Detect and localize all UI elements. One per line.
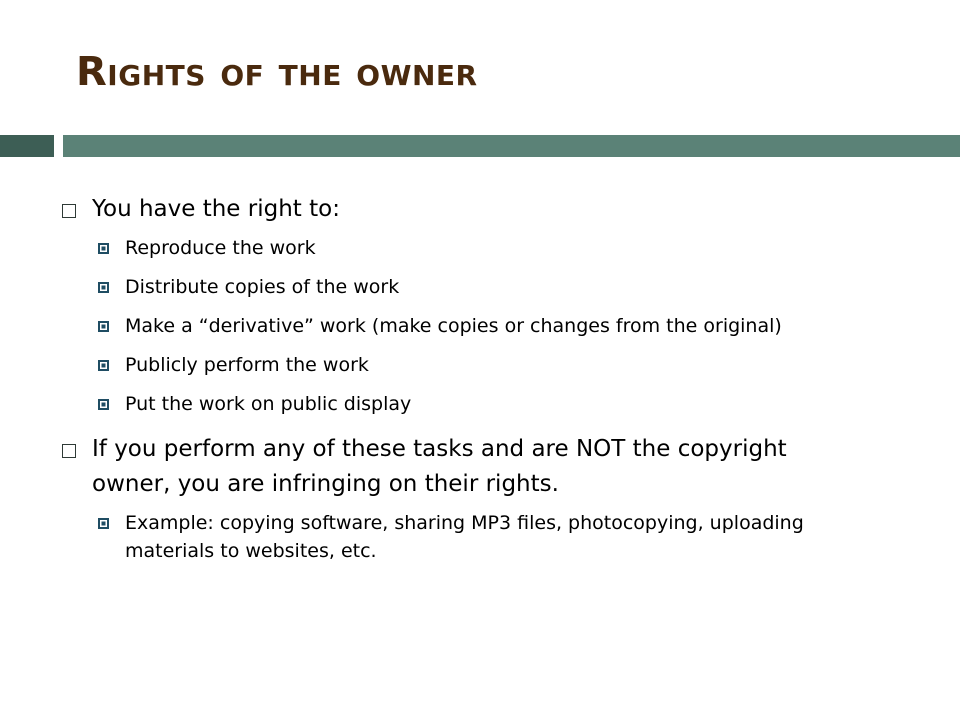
bullet-list — [62, 192, 852, 576]
sub-bullet-item — [98, 234, 852, 262]
sub-bullet-text: Put the work on public display — [125, 393, 412, 415]
hollow-square-icon — [62, 204, 76, 218]
sub-bullet-text: Distribute copies of the work — [125, 276, 400, 298]
sub-bullet-text: Publicly perform the work — [125, 354, 369, 376]
framed-square-icon — [98, 321, 109, 332]
framed-square-icon — [98, 518, 109, 529]
framed-square-icon — [98, 243, 109, 254]
slide-title: Rights of the owner — [76, 49, 478, 95]
framed-square-icon — [98, 399, 109, 410]
framed-square-icon — [98, 282, 109, 293]
bullet-item — [62, 432, 852, 502]
sub-bullet-text: Example: copying software, sharing MP3 files, photocopying, uploading materials to websites, etc. — [125, 512, 804, 562]
sub-bullet-item — [98, 273, 852, 301]
title-rule-bar — [63, 135, 960, 157]
sub-bullet-text: Make a “derivative” work (make copies or changes from the original) — [125, 315, 782, 337]
sub-bullet-item — [98, 390, 852, 418]
bullet-text: If you perform any of these tasks and are NOT the copyright owner, you are infringing on their rights. — [92, 436, 787, 497]
hollow-square-icon — [62, 444, 76, 458]
sub-bullet-text: Reproduce the work — [125, 237, 316, 259]
bullet-item — [62, 192, 852, 227]
bullet-text: You have the right to: — [92, 196, 340, 222]
sub-bullet-item — [98, 312, 852, 340]
framed-square-icon — [98, 360, 109, 371]
title-rule-accent — [0, 135, 54, 157]
sub-bullet-item — [98, 351, 852, 379]
sub-bullet-item — [98, 509, 852, 565]
